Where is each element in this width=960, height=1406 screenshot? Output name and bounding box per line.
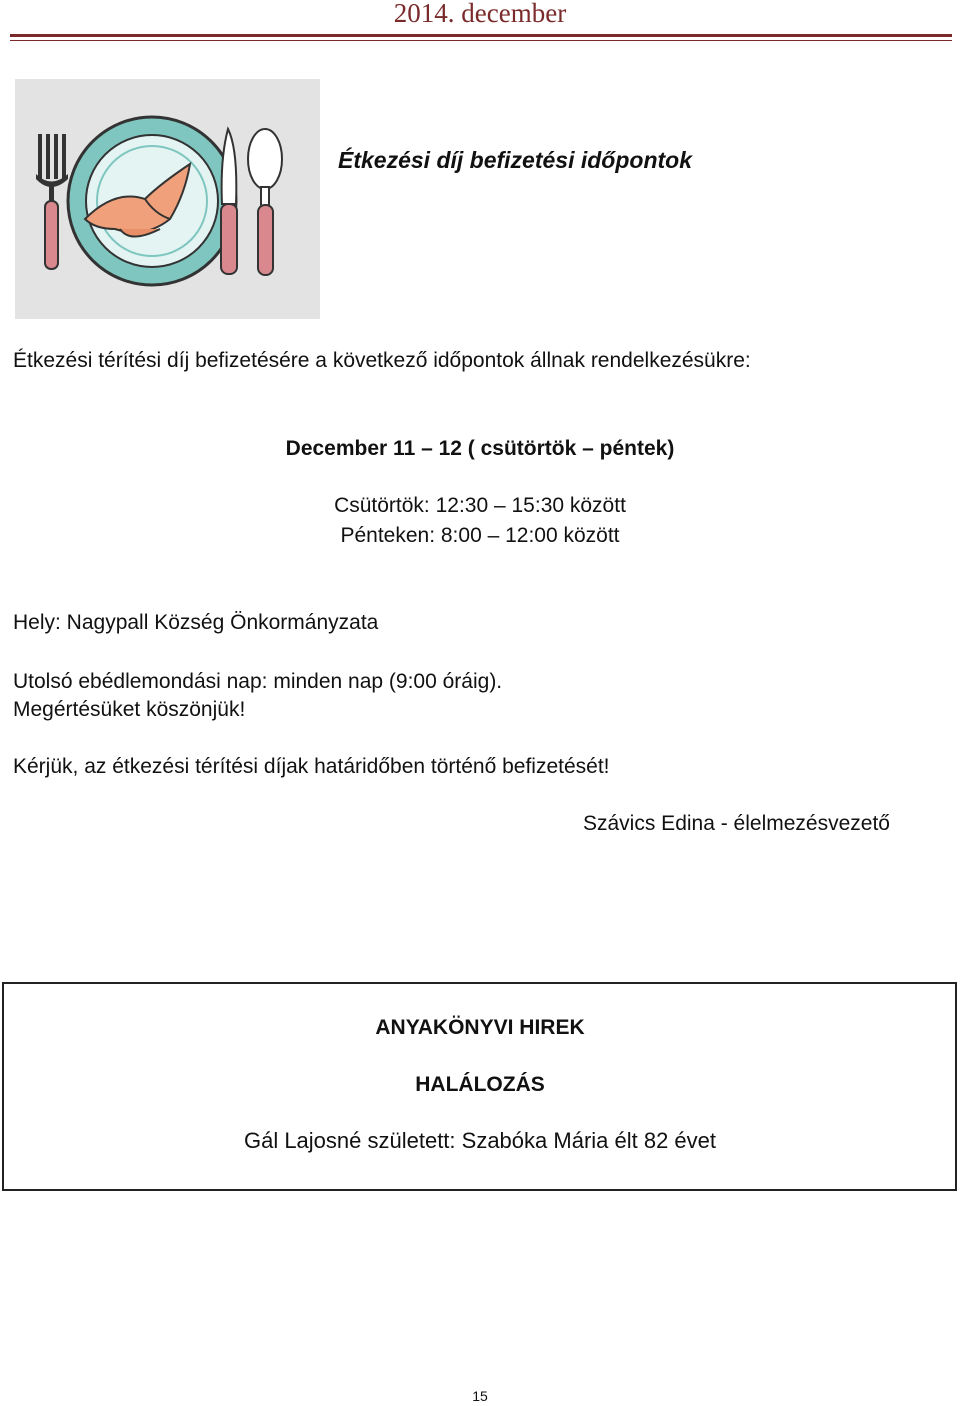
knife-icon — [221, 129, 237, 274]
dates-heading: December 11 – 12 ( csütörtök – péntek) — [285, 437, 675, 460]
time-thursday: Csütörtök: 12:30 – 15:30 között — [334, 494, 626, 517]
location: Hely: Nagypall Község Önkormányzata — [13, 611, 379, 634]
registry-entry: Gál Lajosné született: Szabóka Mária élt 82 évet — [243, 1128, 717, 1153]
registry-subheading: HALÁLOZÁS — [415, 1073, 545, 1096]
registry-heading: ANYAKÖNYVI HIREK — [375, 1016, 585, 1039]
page-number: 15 — [472, 1388, 488, 1404]
notice-intro: Étkezési térítési díj befizetésére a következő időpontok állnak rendelkezésükre: — [13, 349, 751, 372]
header-rule — [10, 34, 952, 41]
notice-title: Étkezési díj befizetési időpontok — [338, 147, 693, 173]
payment-request: Kérjük, az étkezési térítési díjak határidőben történő befizetését! — [13, 755, 610, 778]
cancel-deadline: Utolsó ebédlemondási nap: minden nap (9:00 óráig). — [13, 670, 503, 693]
thanks: Megértésüket köszönjük! — [13, 698, 246, 721]
cutlery-clipart — [15, 79, 320, 319]
fork-icon — [36, 134, 68, 269]
signature: Szávics Edina - élelmezésvezető — [583, 812, 890, 835]
time-friday: Pénteken: 8:00 – 12:00 között — [340, 524, 620, 547]
spoon-icon — [248, 129, 282, 275]
header-date: 2014. december — [393, 0, 567, 28]
